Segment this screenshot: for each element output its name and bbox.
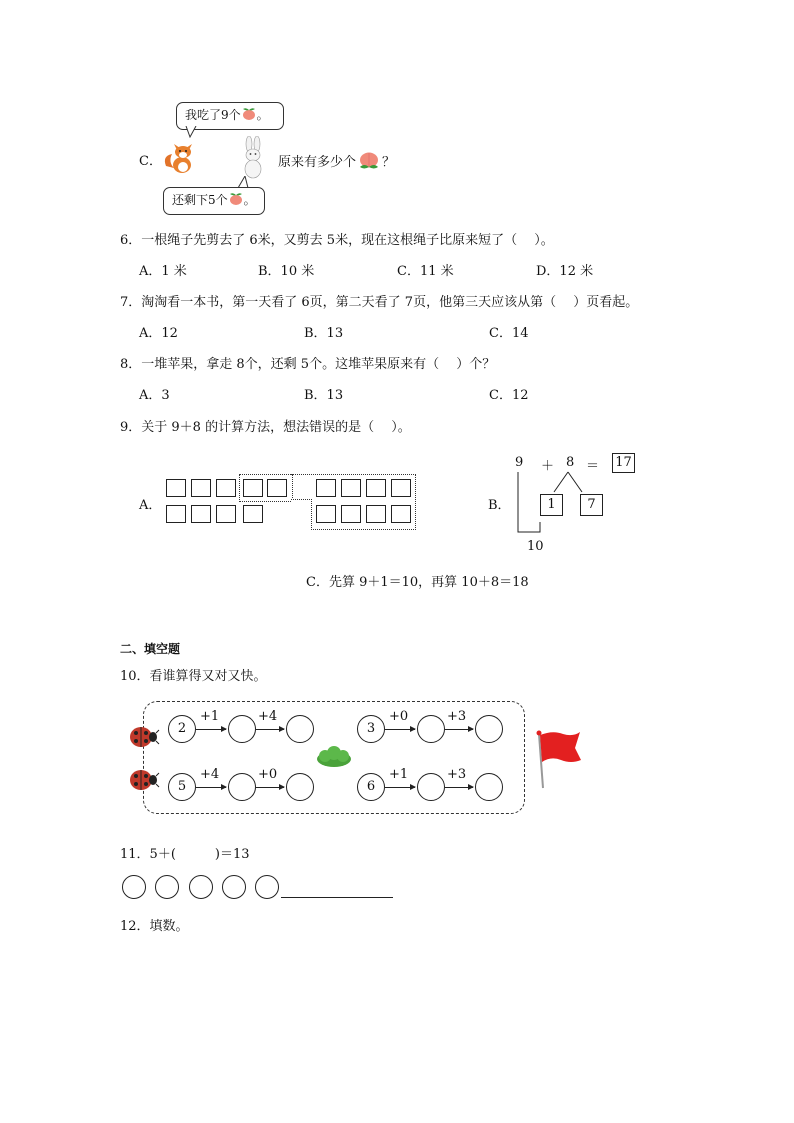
peach-icon xyxy=(241,107,257,121)
q8-option-a[interactable]: A．3 xyxy=(139,388,170,403)
q7-stem: 7．淘淘看一本书，第一天看了 6页，第二天看了 7页，他第三天应该从第（ ）页看起。 xyxy=(120,295,639,310)
blank-circle[interactable] xyxy=(122,875,146,899)
chain-arrow xyxy=(196,787,226,788)
box-cell xyxy=(366,479,386,497)
box-cell xyxy=(243,479,263,497)
chain-op: +4 xyxy=(200,767,220,782)
blank-circle[interactable] xyxy=(222,875,246,899)
chain-arrow xyxy=(385,787,415,788)
b-number-9: 9 xyxy=(515,455,524,470)
q7-option-a[interactable]: A．12 xyxy=(139,326,178,341)
q6-option-b[interactable]: B．10 米 xyxy=(258,264,315,279)
blank-circle[interactable] xyxy=(255,875,279,899)
box-cell xyxy=(243,505,263,523)
answer-circle[interactable] xyxy=(417,773,445,801)
fox-icon xyxy=(162,138,198,176)
b-split-box-2: 7 xyxy=(580,494,603,516)
q9-option-c[interactable]: C．先算 9＋1＝10，再算 10＋8＝18 xyxy=(306,575,529,590)
b-split-box-1: 1 xyxy=(540,494,563,516)
q9-option-b-label[interactable]: B． xyxy=(488,498,511,513)
speech-bubble-top-tail xyxy=(184,126,198,138)
chain-arrow xyxy=(256,787,284,788)
box-cell xyxy=(191,505,211,523)
q7-option-b[interactable]: B．13 xyxy=(304,326,344,341)
q9-stem: 9．关于 9＋8 的计算方法，想法错误的是（ ）。 xyxy=(120,420,411,435)
b-number-8: 8 xyxy=(566,455,575,470)
q5-option-c-question: 原来有多少个 ？ xyxy=(278,150,395,170)
peach-icon xyxy=(228,192,244,206)
q6-option-d[interactable]: D．12 米 xyxy=(536,264,594,279)
answer-circle[interactable] xyxy=(228,773,256,801)
answer-circle[interactable] xyxy=(286,715,314,743)
section-title: 二、填空题 xyxy=(120,642,181,656)
chain-start: 2 xyxy=(168,715,196,743)
q11-stem: 11．5＋( )＝13 xyxy=(120,847,250,862)
q8-stem: 8．一堆苹果，拿走 8个，还剩 5个。这堆苹果原来有（ ）个？ xyxy=(120,357,496,372)
q8-option-c[interactable]: C．12 xyxy=(489,388,529,403)
blank-circle[interactable] xyxy=(189,875,213,899)
box-cell xyxy=(316,479,336,497)
box-cell xyxy=(391,479,411,497)
b-result-box: 17 xyxy=(612,453,635,473)
q6-option-a[interactable]: A．1 米 xyxy=(139,264,187,279)
box-cell xyxy=(166,505,186,523)
box-cell xyxy=(341,505,361,523)
q6-stem: 6．一根绳子先剪去了 6米，又剪去 5米，现在这根绳子比原来短了（ ）。 xyxy=(120,233,554,248)
box-cell xyxy=(316,505,336,523)
box-cell xyxy=(166,479,186,497)
chain-op: +0 xyxy=(389,709,409,724)
answer-circle[interactable] xyxy=(475,773,503,801)
chain-arrow xyxy=(445,729,473,730)
q10-stem: 10．看谁算得又对又快。 xyxy=(120,669,267,684)
peach-icon xyxy=(356,150,382,170)
chain-op: +1 xyxy=(389,767,409,782)
q7-option-c[interactable]: C．14 xyxy=(489,326,529,341)
chain-op: +3 xyxy=(447,767,467,782)
chain-op: +3 xyxy=(447,709,467,724)
chain-arrow xyxy=(445,787,473,788)
answer-underline[interactable] xyxy=(281,897,393,898)
box-cell xyxy=(267,479,287,497)
blank-circle[interactable] xyxy=(155,875,179,899)
b-ten: 10 xyxy=(527,539,544,554)
chain-op: +4 xyxy=(258,709,278,724)
speech-bubble-bottom: 还剩下5个 。 xyxy=(163,187,265,215)
speech-bubble-top-text: 我吃了9个 xyxy=(185,108,241,122)
b-equals: ＝ xyxy=(586,459,600,474)
ladybug-icon xyxy=(128,724,160,750)
chain-arrow xyxy=(385,729,415,730)
box-cell xyxy=(341,479,361,497)
speech-bubble-bottom-text: 还剩下5个 xyxy=(172,193,228,207)
answer-circle[interactable] xyxy=(475,715,503,743)
chain-start: 6 xyxy=(357,773,385,801)
box-cell xyxy=(216,479,236,497)
chain-op: +1 xyxy=(200,709,220,724)
q9-option-a-label[interactable]: A． xyxy=(139,498,162,513)
rabbit-icon xyxy=(238,136,268,180)
box-cell xyxy=(191,479,211,497)
dotted-group-bottom-mask xyxy=(291,499,312,530)
bush-icon xyxy=(315,744,353,768)
answer-circle[interactable] xyxy=(286,773,314,801)
ladybug-icon xyxy=(128,767,160,793)
flag-icon xyxy=(533,728,583,790)
box-cell xyxy=(216,505,236,523)
q8-option-b[interactable]: B．13 xyxy=(304,388,344,403)
q6-option-c[interactable]: C．11 米 xyxy=(397,264,454,279)
box-cell xyxy=(391,505,411,523)
q12-stem: 12．填数。 xyxy=(120,919,189,934)
dotted-group-top-inner xyxy=(291,474,292,500)
chain-start: 5 xyxy=(168,773,196,801)
chain-op: +0 xyxy=(258,767,278,782)
q5-option-c-label: C． xyxy=(139,154,162,169)
chain-arrow xyxy=(196,729,226,730)
chain-arrow xyxy=(256,729,284,730)
answer-circle[interactable] xyxy=(228,715,256,743)
chain-start: 3 xyxy=(357,715,385,743)
answer-circle[interactable] xyxy=(417,715,445,743)
b-plus: ＋ xyxy=(541,459,555,474)
speech-bubble-top: 我吃了9个 。 xyxy=(176,102,284,130)
box-cell xyxy=(366,505,386,523)
